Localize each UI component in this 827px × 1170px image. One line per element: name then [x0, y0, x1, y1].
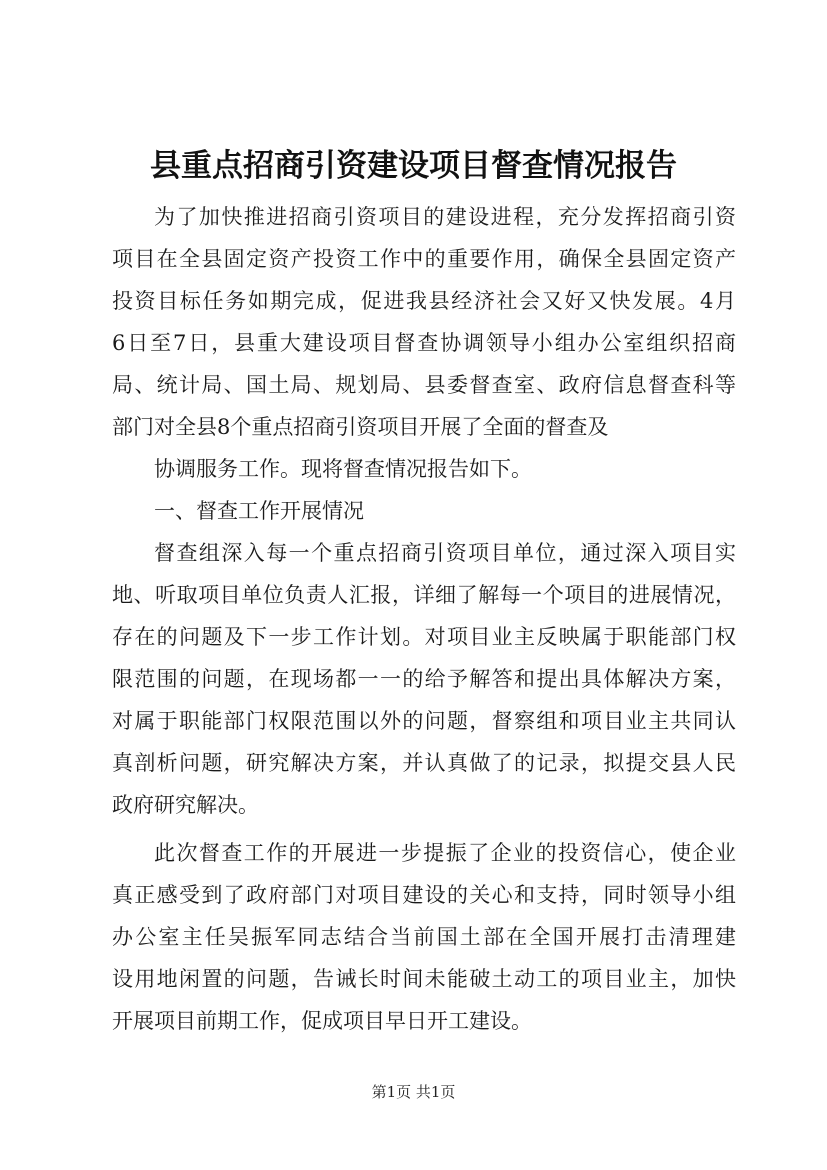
paragraph-line: 真剖析问题，研究解决方案，并认真做了的记录，拟提交县人民	[112, 751, 736, 775]
paragraph-line: 政府研究解决。	[112, 793, 259, 817]
paragraph-line: 设用地闲置的问题，告诫长时间未能破土动工的项目业主，加快	[112, 967, 736, 991]
paragraph-line: 地、听取项目单位负责人汇报，详细了解每一个项目的进展情况，	[112, 583, 736, 607]
paragraph-line: 为了加快推进招商引资项目的建设进程，充分发挥招商引资	[154, 205, 736, 229]
paragraph-line: 投资目标任务如期完成，促进我县经济社会又好又快发展。4月	[112, 289, 736, 313]
paragraph-line: 对属于职能部门权限范围以外的问题，督察组和项目业主共同认	[112, 709, 736, 733]
paragraph-line: 真正感受到了政府部门对项目建设的关心和支持，同时领导小组	[112, 883, 736, 907]
document-body	[112, 196, 736, 1042]
paragraph-line: 存在的问题及下一步工作计划。对项目业主反映属于职能部门权	[112, 625, 736, 649]
page-footer: 第1页 共1页	[371, 1083, 456, 1101]
paragraph-line: 部门对全县8个重点招商引资项目开展了全面的督查及	[112, 415, 609, 439]
paragraph-line: 6日至7日，县重大建设项目督查协调领导小组办公室组织招商	[112, 331, 736, 355]
paragraph-line: 协调服务工作。现将督查情况报告如下。	[154, 457, 532, 481]
section-heading: 一、督查工作开展情况	[154, 499, 364, 523]
paragraph-line: 办公室主任吴振军同志结合当前国土部在全国开展打击清理建	[112, 925, 736, 949]
document-title: 县重点招商引资建设项目督查情况报告	[150, 148, 677, 184]
paragraph-line: 局、统计局、国土局、规划局、县委督查室、政府信息督查科等	[112, 373, 736, 397]
paragraph-line: 此次督查工作的开展进一步提振了企业的投资信心，使企业	[154, 841, 736, 865]
paragraph-line: 督查组深入每一个重点招商引资项目单位，通过深入项目实	[154, 541, 736, 565]
paragraph-line: 开展项目前期工作，促成项目早日开工建设。	[112, 1009, 532, 1033]
paragraph-line: 项目在全县固定资产投资工作中的重要作用，确保全县固定资产	[112, 247, 736, 271]
paragraph-line: 限范围的问题，在现场都一一的给予解答和提出具体解决方案，	[112, 667, 736, 691]
